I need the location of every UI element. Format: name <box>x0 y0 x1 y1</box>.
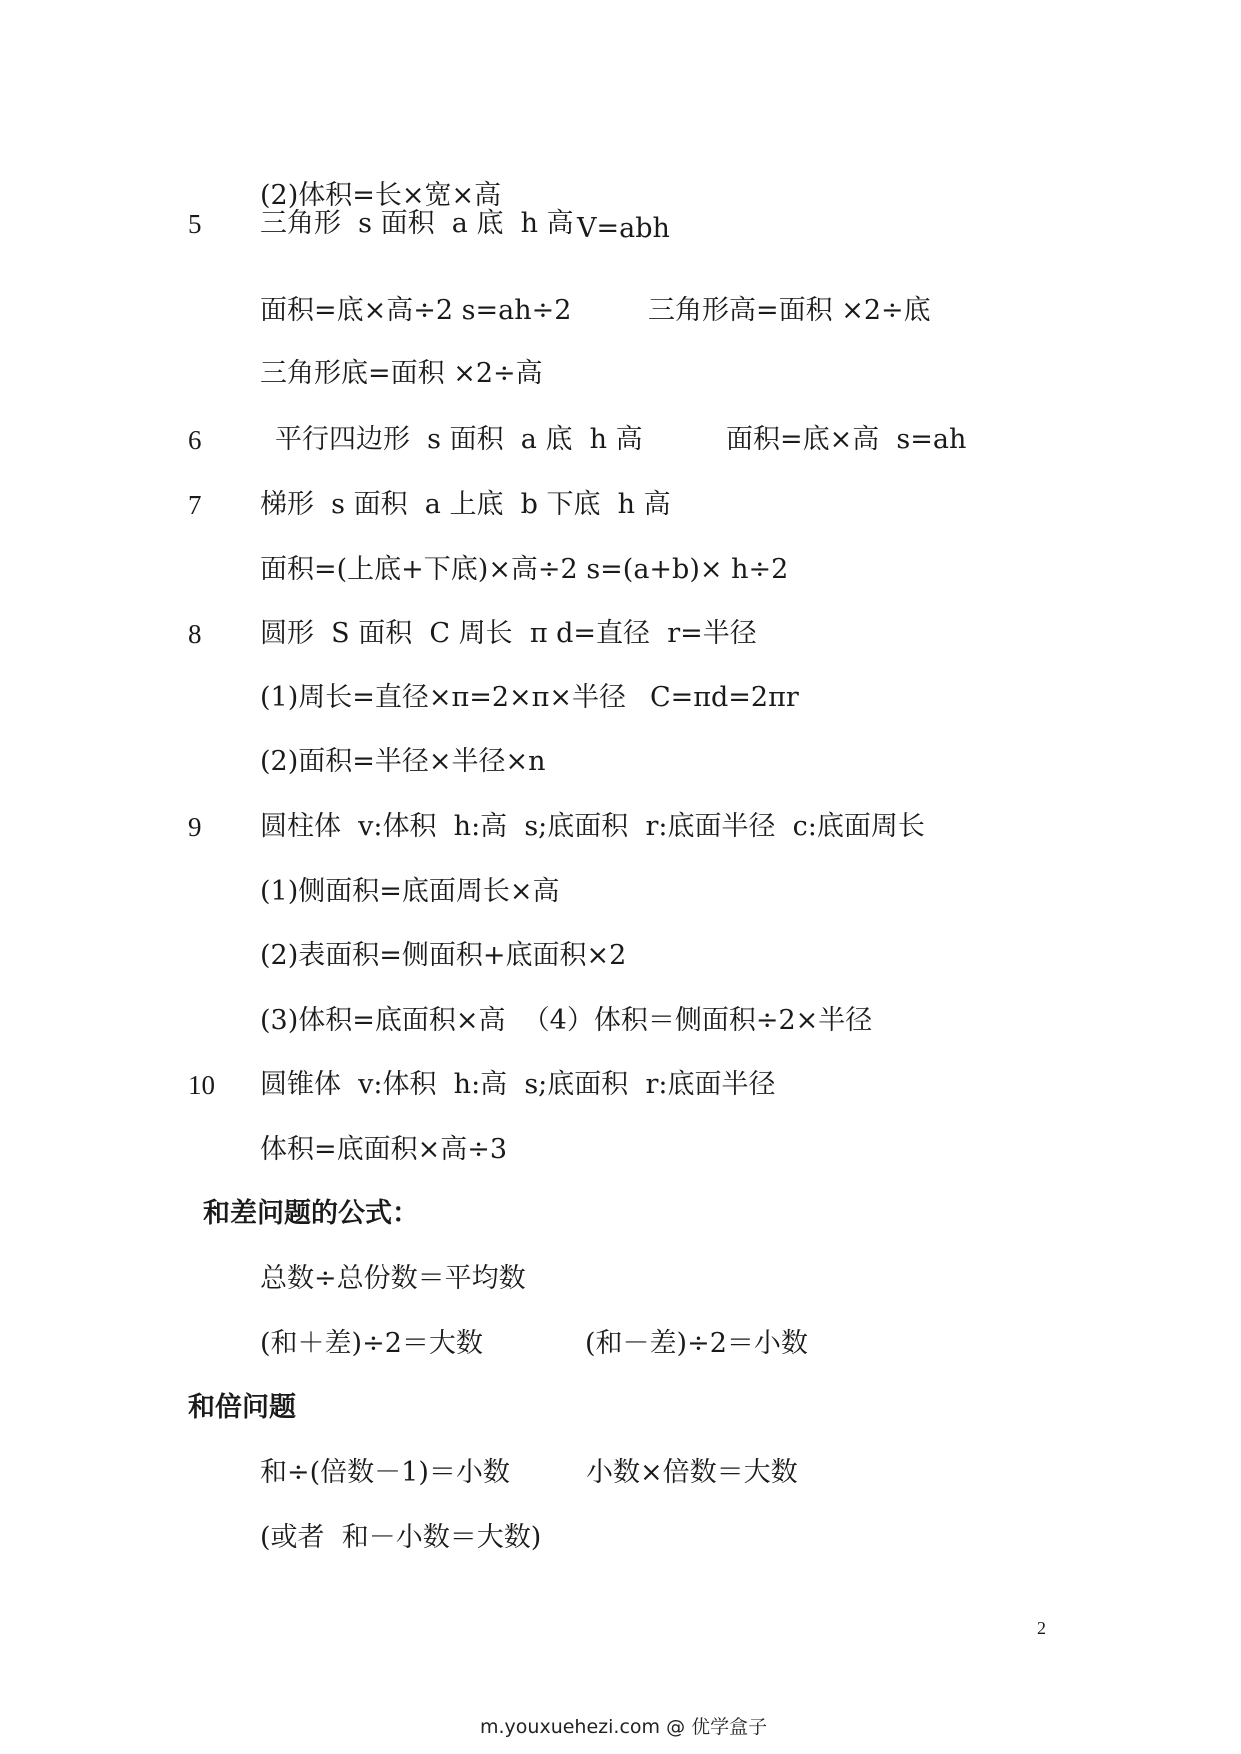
item-number-7: 7 <box>188 490 202 520</box>
item-number-10: 10 <box>188 1070 215 1100</box>
formula-multiple-large: 小数×倍数＝大数 <box>586 1457 798 1488</box>
formula-large-number: (和＋差)÷2＝大数 <box>260 1328 483 1359</box>
triangle-definition: 三角形 s 面积 a 底 h 高 <box>260 208 574 239</box>
formula-cuboid-volume: (2)体积=长×宽×高 V=abh <box>260 180 670 244</box>
formula-circle-circumference: (1)周长=直径×π=2×π×半径 <box>260 682 627 713</box>
formula-cone-volume: 体积=底面积×高÷3 <box>260 1134 508 1165</box>
item-number-8: 8 <box>188 619 202 649</box>
formula-triangle-base: 三角形底=面积 ×2÷高 <box>260 358 543 389</box>
section-heading-sum-multiple: 和倍问题 <box>188 1392 296 1423</box>
item-number-6: 6 <box>188 425 202 455</box>
circle-definition: 圆形 S 面积 C 周长 π d=直径 r=半径 <box>260 618 757 649</box>
formula-cylinder-lateral-area: (1)侧面积=底面周长×高 <box>260 876 560 907</box>
cone-definition: 圆锥体 v:体积 h:高 s;底面积 r:底面半径 <box>260 1069 776 1100</box>
formula-triangle-area: 面积=底×高÷2 s=ah÷2 <box>260 295 572 326</box>
formula-cylinder-volume: (3)体积=底面积×高 （4）体积＝侧面积÷2×半径 <box>260 1005 873 1036</box>
formula-circle-area: (2)面积=半径×半径×n <box>260 746 546 777</box>
formula-trapezoid-area: 面积=(上底+下底)×高÷2 s=(a+b)× h÷2 <box>260 554 789 585</box>
parallelogram-definition: 平行四边形 s 面积 a 底 h 高 <box>275 424 643 455</box>
formula-multiple-small: 和÷(倍数－1)＝小数 <box>260 1457 510 1488</box>
formula-average: 总数÷总份数＝平均数 <box>260 1263 526 1294</box>
formula-parallelogram-area: 面积=底×高 s=ah <box>726 424 967 455</box>
cylinder-definition: 圆柱体 v:体积 h:高 s;底面积 r:底面半径 c:底面周长 <box>260 811 925 842</box>
item-number-5: 5 <box>188 209 202 239</box>
section-heading-sum-difference: 和差问题的公式： <box>203 1198 419 1229</box>
formula-alternative: (或者 和－小数＝大数) <box>260 1522 542 1553</box>
formula-small-number: (和－差)÷2＝小数 <box>585 1328 808 1359</box>
formula-cylinder-surface-area: (2)表面积=侧面积+底面积×2 <box>260 940 627 971</box>
formula-triangle-height: 三角形高=面积 ×2÷底 <box>648 295 931 326</box>
trapezoid-definition: 梯形 s 面积 a 上底 b 下底 h 高 <box>260 489 671 520</box>
formula-circle-circumference-symbolic: C=πd=2πr <box>650 682 799 713</box>
footer-watermark: m.youxuehezi.com @ 优学盒子 <box>480 1716 768 1738</box>
item-number-9: 9 <box>188 812 202 842</box>
page-number: 2 <box>1037 1618 1046 1638</box>
